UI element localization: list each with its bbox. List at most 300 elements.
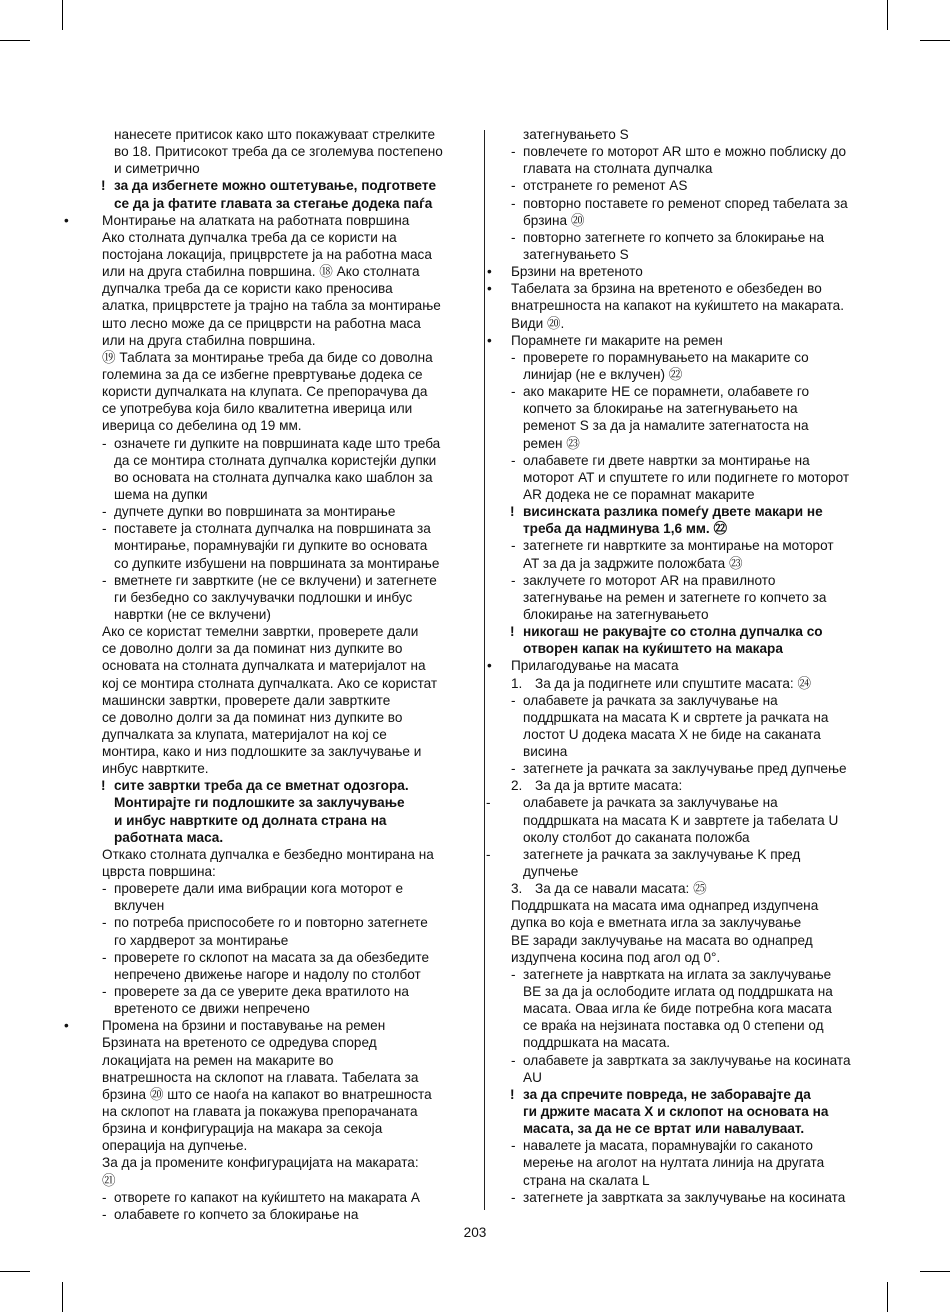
line-text: кој се монтира столната дупчалката. Ако се користат [102,675,438,691]
text-line [496,812,876,829]
line-text: Монтирање на алатката на работната површина [102,212,410,228]
text-line [496,829,876,846]
line-text: За да се навали масата: ㉕ [535,881,707,897]
text-line [496,366,876,383]
line-text: иверица со дебелина од 19 мм. [102,418,302,434]
list-marker: - [511,178,516,194]
line-text: моторот AT и спуштете го или подигнете го моторот [523,469,850,485]
text-line [496,949,876,966]
line-text: олабавете ја рачката за заклучување на [523,795,778,811]
column-divider [484,130,485,1210]
text-line [62,760,464,777]
line-text: дупчење [523,864,579,880]
text-line [62,623,464,640]
text-line [62,537,464,554]
line-text: Види ⑳. [511,315,565,331]
line-text: повторно поставете го ременот според табелата за [523,195,848,211]
bullet-marker: • [487,658,492,674]
line-text: алатка, прицврстете ја трајно на табла за монтирање [102,298,441,314]
text-line [496,143,876,160]
text-line [496,640,876,657]
line-text: го хардверот за монтирање [114,932,289,948]
text-line [496,897,876,914]
text-line [62,606,464,623]
line-text: се враќа на нејзината поставка од 0 степени од [523,1018,824,1034]
bullet-marker: • [487,332,492,348]
text-line [496,537,876,554]
text-line [62,1034,464,1051]
line-text: масата. Оваа игла ќе биде потребна кога масата [523,1001,832,1017]
text-line [496,1120,876,1137]
line-text: ㉑ [102,1172,116,1188]
line-text: навалете ја масата, порамнувајќи го саканото [523,1138,813,1154]
text-line [62,1172,464,1189]
text-line [62,177,464,194]
text-line [62,846,464,863]
text-line [62,383,464,400]
text-line [62,863,464,880]
list-marker: - [102,572,107,588]
line-text: нанесете притисок како што покажуваат стрелките [114,127,436,142]
line-text: со дупките избушени на површината за монтирање [114,555,440,571]
bullet-marker: • [64,1018,69,1034]
line-text: издупчена косина под агол од 0°. [511,949,721,965]
text-line [62,555,464,572]
line-text: брзина и конфигурација на макара за секоја [102,1121,383,1137]
line-text: масата, за да не се вртат или навалуваат. [523,1121,805,1137]
warning-marker: ! [510,504,515,520]
line-text: операција на дупчење. [102,1138,248,1154]
line-text: AT за да ја задржите положбата ㉓ [523,555,743,571]
text-line [496,126,876,143]
list-marker: - [102,435,107,451]
text-line [487,263,876,280]
text-line [62,1069,464,1086]
text-line [486,846,876,863]
line-text: да се монтира столната дупчалка користејќи дупки [114,452,437,468]
text-line [496,589,876,606]
line-text: вметнете ги завртките (не се вклучени) и затегнете [114,572,437,588]
text-line [62,435,464,452]
line-text: поставете ја столната дупчалка на површината за [114,521,431,537]
page-number: 203 [463,1225,487,1240]
line-text: по потреба приспособете го и повторно затегнете [114,915,428,931]
text-line [62,400,464,417]
line-text: блокирање на затегнувањето [523,606,709,622]
line-text: сите завртки треба да се вметнат одозгора. [114,778,409,794]
line-text: означете ги дупките на површината каде што треба [114,435,441,451]
line-text: страна на скалата L [523,1172,650,1188]
crop-mark [0,1271,30,1272]
line-text: ⑲ Таблата за монтирање треба да биде со доволна [102,349,433,365]
text-line [62,315,464,332]
text-line [496,555,876,572]
line-text: проверете го склопот на масата за да обезбедите [114,949,429,965]
text-line [62,297,464,314]
text-line [487,280,876,297]
line-text: за да избегнете можно оштетување, подгответе [114,178,437,194]
text-line [62,246,464,263]
line-text: проверете за да се уверите дека вратилото на [114,984,409,1000]
text-line [496,503,876,520]
text-line [62,1086,464,1103]
text-line [62,743,464,760]
line-text: дупчете дупки во површината за монтирање [114,504,396,520]
line-text: локацијата на ремен на макарите во [102,1052,334,1068]
text-line [62,572,464,589]
text-line [496,709,876,726]
line-text: поддршката на масата K и свртете ја рачката на [523,709,829,725]
line-text: во 18. Притисокот треба да се зголемува постепено [114,144,443,160]
list-marker: - [102,1189,107,1205]
line-text: Брзината на вретеното се одредува според [102,1035,377,1051]
line-text: вретеното се движи непречено [114,1001,310,1017]
text-line [496,435,876,452]
text-line [62,726,464,743]
crop-mark [887,1282,888,1312]
text-line [62,1206,464,1223]
line-text: проверете го порамнувањето на макарите со [523,349,809,365]
list-marker: - [511,572,516,588]
text-line [62,263,464,280]
text-line [496,606,876,623]
crop-mark [0,40,30,41]
text-line [496,1154,876,1171]
text-line [62,1000,464,1017]
line-text: внатрешноста на склопот на главата. Табелата за [102,1069,419,1085]
list-marker: - [102,984,107,1000]
text-line [62,983,464,1000]
line-text: за да спречите повреда, не заборавајте да [523,1086,811,1102]
text-line [487,657,876,674]
line-text: и инбус навртките од долната страна на [114,812,387,828]
text-line [496,417,876,434]
line-text: затегнувањето S [523,246,629,262]
line-text: внатрешноста на капакот на куќиштето на макарата. [511,298,845,314]
text-line [62,212,464,229]
line-text: Поддршката на масата има однапред издупчена [511,898,819,914]
text-line [496,1017,876,1034]
text-line [62,794,464,811]
text-line [496,726,876,743]
line-text: дупка во која е вметната игла за заклучување [511,915,802,931]
text-line [496,246,876,263]
line-text: ги безбедно со заклучувачки подлошки и инбус [114,589,413,605]
text-line [62,589,464,606]
text-line [496,675,876,692]
text-line [62,897,464,914]
line-text: големина за да се избегне превртување додека се [102,366,423,382]
list-marker: - [511,538,516,554]
line-text: затегнете ја завртката за заклучување на косината [523,1189,846,1205]
list-marker: - [486,795,491,811]
line-text: основата на столната дупчалката и материјалот на [102,658,426,674]
line-text: линијар (не е вклучен) ㉒ [523,366,683,382]
list-marker: 2. [511,778,523,794]
line-text: BE за да ја ослободите иглата од поддршката на [523,984,833,1000]
line-text: затегнете ги навртките за монтирање на моторот [523,538,834,554]
warning-marker: ! [101,778,106,794]
line-text: AR додека не се порамнат макарите [523,486,755,502]
text-line [496,212,876,229]
text-line [486,794,876,811]
text-line [62,126,464,143]
list-marker: - [511,144,516,160]
text-line [496,692,876,709]
line-text: се да ја фатите главата за стегање додека паѓа [114,195,433,211]
line-text: постојана локација, прицврстете ја на работна маса [102,246,432,262]
list-marker: - [511,384,516,400]
line-text: поддршката на масата K и завртете ја табелата U [523,812,839,828]
text-line [496,349,876,366]
text-line [62,640,464,657]
text-line [496,863,876,880]
line-text: машински завртки, проверете дали завртките [102,692,391,708]
list-marker: - [102,949,107,965]
line-text: вклучен [114,898,165,914]
text-line [62,229,464,246]
line-text: висина [523,744,568,760]
list-marker: - [511,966,516,982]
text-line [62,949,464,966]
line-text: BE заради заклучување на масата во однапред [511,932,813,948]
bullet-marker: • [487,264,492,280]
text-line [496,983,876,1000]
line-text: брзина ⑳ што се наоѓа на капакот во внатрешноста [102,1086,432,1102]
text-line [62,486,464,503]
text-line [496,1103,876,1120]
text-line [62,657,464,674]
list-marker: - [511,452,516,468]
line-text: За да ја подигнете или спуштите масата: ㉔ [535,675,812,691]
line-text: копчето за блокирање на затегнувањето на [523,401,798,417]
line-text: затегнување на ремен и затегнете го копчето за [523,589,827,605]
line-text: затегнувањето S [523,127,629,142]
list-marker: 3. [511,881,523,897]
text-line [62,829,464,846]
line-text: се доволно долги за да поминат низ дупките во [102,709,403,725]
text-line [496,932,876,949]
text-line [496,520,876,537]
text-line [496,572,876,589]
text-line [62,160,464,177]
list-marker: - [102,1206,107,1222]
text-line [496,777,876,794]
line-text: поддршката на масата. [523,1035,671,1051]
text-line [62,914,464,931]
crop-mark [62,0,63,30]
line-text: цврста површина: [102,864,216,880]
line-text: инбус навртките. [102,761,209,777]
text-line [496,623,876,640]
text-line [487,332,876,349]
line-text: на склопот на главата ја покажува препорачаната [102,1104,418,1120]
text-line [62,880,464,897]
line-text: Табелата за брзина на вретеното е обезбеден во [511,281,822,297]
line-text: непречено движење нагоре и надолу по столбот [114,966,421,982]
line-text: работната маса. [114,829,224,845]
text-line [496,315,876,332]
crop-mark [887,0,888,30]
text-line [62,675,464,692]
warning-marker: ! [510,1086,515,1102]
list-marker: - [511,1052,516,1068]
list-marker: - [486,846,491,862]
text-line [62,366,464,383]
text-line [62,195,464,212]
line-text: заклучете го моторот AR на правилното [523,572,776,588]
text-line [496,1000,876,1017]
line-text: во основата на столната дупчалка како шаблон за [114,469,433,485]
line-text: олабавете ја рачката за заклучување на [523,692,778,708]
text-line [62,417,464,434]
text-line [496,1034,876,1051]
line-text: навртки (не се вклучени) [114,606,271,622]
right-text-column [486,126,876,1206]
line-text: ги држите масата X и склопот на основата на [523,1104,829,1120]
line-text: или на друга стабилна површина. ⑱ Ако столната [102,264,420,280]
list-marker: - [102,521,107,537]
line-text: Монтирајте ги подлошките за заклучување [114,795,405,811]
line-text: се доволно долги за да поминат низ дупките во [102,641,403,657]
list-marker: - [102,915,107,931]
line-text: отворен капак на куќиштето на макара [523,641,783,657]
text-line [62,932,464,949]
text-line [496,966,876,983]
text-line [496,400,876,417]
line-text: олабавете ја завртката за заклучување на косината [523,1052,851,1068]
line-text: проверете дали има вибрации кога моторот е [114,881,404,897]
line-text: За да ја вртите масата: [535,778,683,794]
line-text: Прилагодување на масата [511,658,679,674]
list-marker: - [511,229,516,245]
line-text: олабавете го копчето за блокирање на [114,1206,359,1222]
line-text: За да ја промените конфигурацијата на макарата: [102,1155,419,1171]
line-text: дупчалката за клупата, материјалот на кој се [102,726,387,742]
line-text: брзина ⑳ [523,212,585,228]
list-marker: - [511,349,516,365]
text-line [62,1189,464,1206]
list-marker: - [511,1138,516,1154]
line-text: треба да надминува 1,6 мм. ㉒ [523,521,728,537]
text-line [62,452,464,469]
line-text: повлечете го моторот AR што е можно поблиску до [523,144,847,160]
line-text: Ако се користат темелни завртки, проверете дали [102,624,419,640]
left-text-column [62,126,464,1223]
line-text: Откако столната дупчалка е безбедно монтирана на [102,846,434,862]
line-text: затегнете ја навртката на иглата за заклучување [523,966,832,982]
line-text: лостот U додека масата X не биде на саканата [523,726,821,742]
text-line [62,520,464,537]
line-text: Промена на брзини и поставување на ремен [102,1018,386,1034]
text-line [62,1052,464,1069]
text-line [496,1052,876,1069]
text-line [62,692,464,709]
text-line [496,177,876,194]
line-text: отворете го капакот на куќиштето на макарата A [114,1189,420,1205]
text-line [496,383,876,400]
line-text: Порамнете ги макарите на ремен [511,332,723,348]
text-line [496,1189,876,1206]
text-line [62,332,464,349]
line-text: отстранете го ременот AS [523,178,688,194]
list-marker: - [102,504,107,520]
warning-marker: ! [101,178,106,194]
text-line [62,1017,464,1034]
line-text: се употребува која било квалитетна иверица или [102,401,413,417]
list-marker: - [511,692,516,708]
text-line [62,777,464,794]
text-line [496,195,876,212]
text-line [496,486,876,503]
text-line [496,760,876,777]
text-line [62,349,464,366]
text-line [496,880,876,897]
list-marker: - [511,195,516,211]
text-line [62,143,464,160]
text-line [496,1086,876,1103]
line-text: олабавете ги двете навртки за монтирање на [523,452,810,468]
line-text: ременот S за да ја намалите затегнатоста на [523,418,809,434]
text-line [496,469,876,486]
line-text: и симетрично [114,161,200,177]
line-text: мерење на аголот на нултата линија на другата [523,1155,825,1171]
text-line [62,812,464,829]
line-text: шема на дупки [114,486,208,502]
line-text: монтирање, порамнувајќи ги дупките во основата [114,538,428,554]
text-line [496,1137,876,1154]
crop-mark [920,1271,950,1272]
line-text: користи дупчалката на клупата. Се препорачува да [102,384,428,400]
line-text: Ако столната дупчалка треба да се користи на [102,229,397,245]
text-line [62,966,464,983]
line-text: монтира, како и низ подлошките за заклучување и [102,744,422,760]
list-marker: - [511,761,516,777]
line-text: ремен ㉓ [523,435,580,451]
line-text: што лесно може да се прицврсти на работна маса [102,315,421,331]
text-line [62,1137,464,1154]
text-line [496,1069,876,1086]
line-text: AU [523,1069,542,1085]
line-text: висинската разлика помеѓу двете макари не [523,504,823,520]
text-line [62,503,464,520]
warning-marker: ! [510,624,515,640]
text-line [62,1103,464,1120]
text-line [62,280,464,297]
line-text: повторно затегнете го копчето за блокирање на [523,229,825,245]
line-text: Брзини на вретеното [511,264,643,280]
line-text: дупчалка треба да се користи како преносива [102,281,393,297]
text-line [62,1120,464,1137]
bullet-marker: • [487,281,492,297]
bullet-marker: • [64,212,69,228]
text-line [496,743,876,760]
crop-mark [62,1282,63,1312]
text-line [496,1172,876,1189]
text-line [496,452,876,469]
text-line [496,297,876,314]
list-marker: - [102,881,107,897]
list-marker: 1. [511,675,523,691]
text-line [496,229,876,246]
text-line [496,914,876,931]
text-line [496,160,876,177]
line-text: или на друга стабилна површина. [102,332,316,348]
line-text: главата на столната дупчалка [523,161,713,177]
line-text: околу столбот до саканата положба [523,829,750,845]
text-line [62,709,464,726]
crop-mark [920,40,950,41]
